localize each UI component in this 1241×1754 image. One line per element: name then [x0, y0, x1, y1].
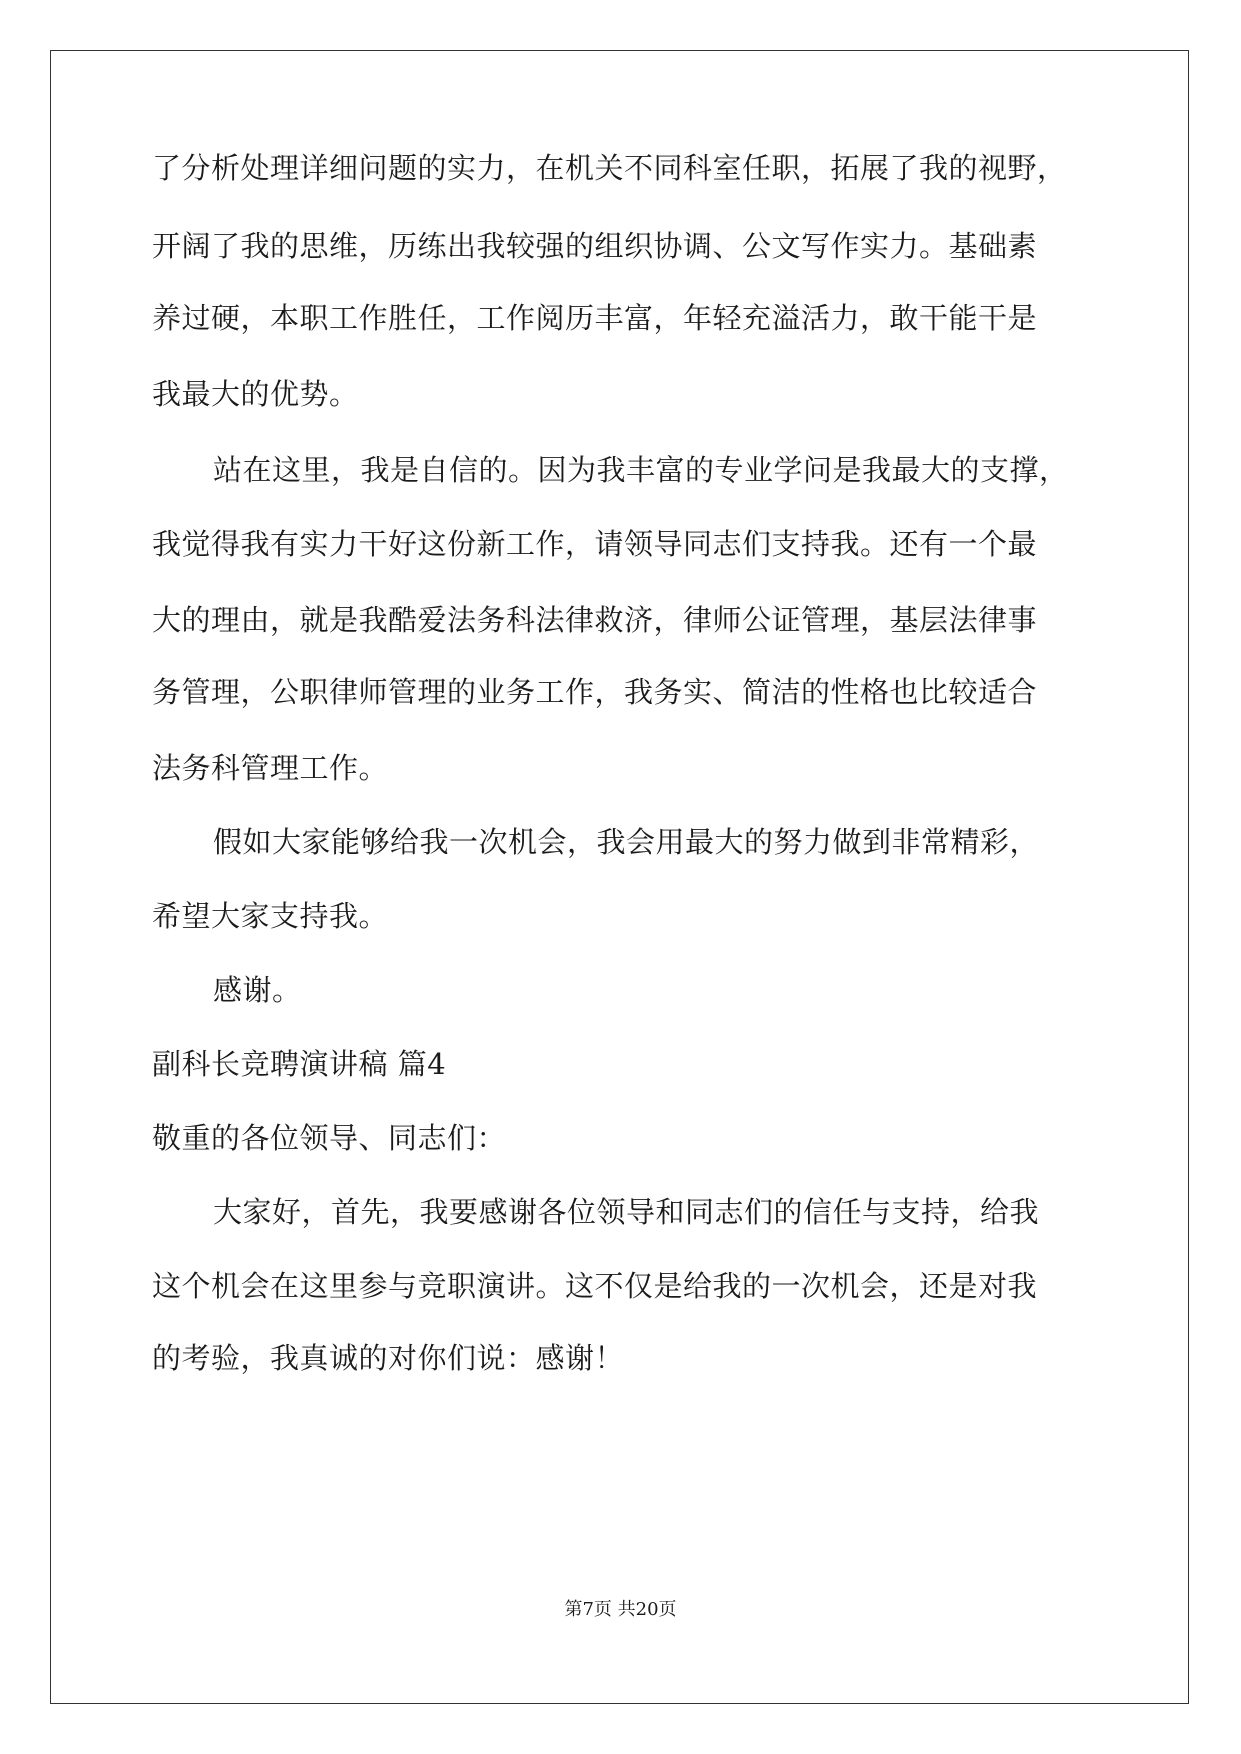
paragraph-line: 的考验，我真诚的对你们说：感谢！	[152, 1341, 625, 1375]
paragraph-line: 了分析处理详细问题的实力，在机关不同科室任职，拓展了我的视野，	[152, 151, 1067, 185]
paragraph-line: 站在这里，我是自信的。因为我丰富的专业学问是我最大的支撑，	[213, 453, 1069, 487]
section-heading: 副科长竞聘演讲稿 篇4	[152, 1047, 447, 1081]
paragraph-line: 法务科管理工作。	[152, 751, 389, 785]
paragraph-line: 开阔了我的思维，历练出我较强的组织协调、公文写作实力。基础素	[152, 229, 1038, 263]
salutation: 敬重的各位领导、同志们：	[152, 1121, 507, 1155]
paragraph-line: 这个机会在这里参与竞职演讲。这不仅是给我的一次机会，还是对我	[152, 1269, 1038, 1303]
paragraph-line: 大的理由，就是我酷爱法务科法律救济，律师公证管理，基层法律事	[152, 603, 1038, 637]
page-number: 第7页 共20页	[564, 1599, 677, 1620]
paragraph-line: 养过硬，本职工作胜任，工作阅历丰富，年轻充溢活力，敢干能干是	[152, 301, 1038, 335]
paragraph-line: 我最大的优势。	[152, 377, 359, 411]
paragraph-line: 希望大家支持我。	[152, 899, 389, 933]
paragraph-line: 大家好，首先，我要感谢各位领导和同志们的信任与支持，给我	[213, 1195, 1040, 1229]
paragraph-line: 感谢。	[213, 973, 302, 1007]
paragraph-line: 假如大家能够给我一次机会，我会用最大的努力做到非常精彩，	[213, 825, 1040, 859]
paragraph-line: 我觉得我有实力干好这份新工作，请领导同志们支持我。还有一个最	[152, 527, 1038, 561]
paragraph-line: 务管理，公职律师管理的业务工作，我务实、简洁的性格也比较适合	[152, 675, 1038, 709]
